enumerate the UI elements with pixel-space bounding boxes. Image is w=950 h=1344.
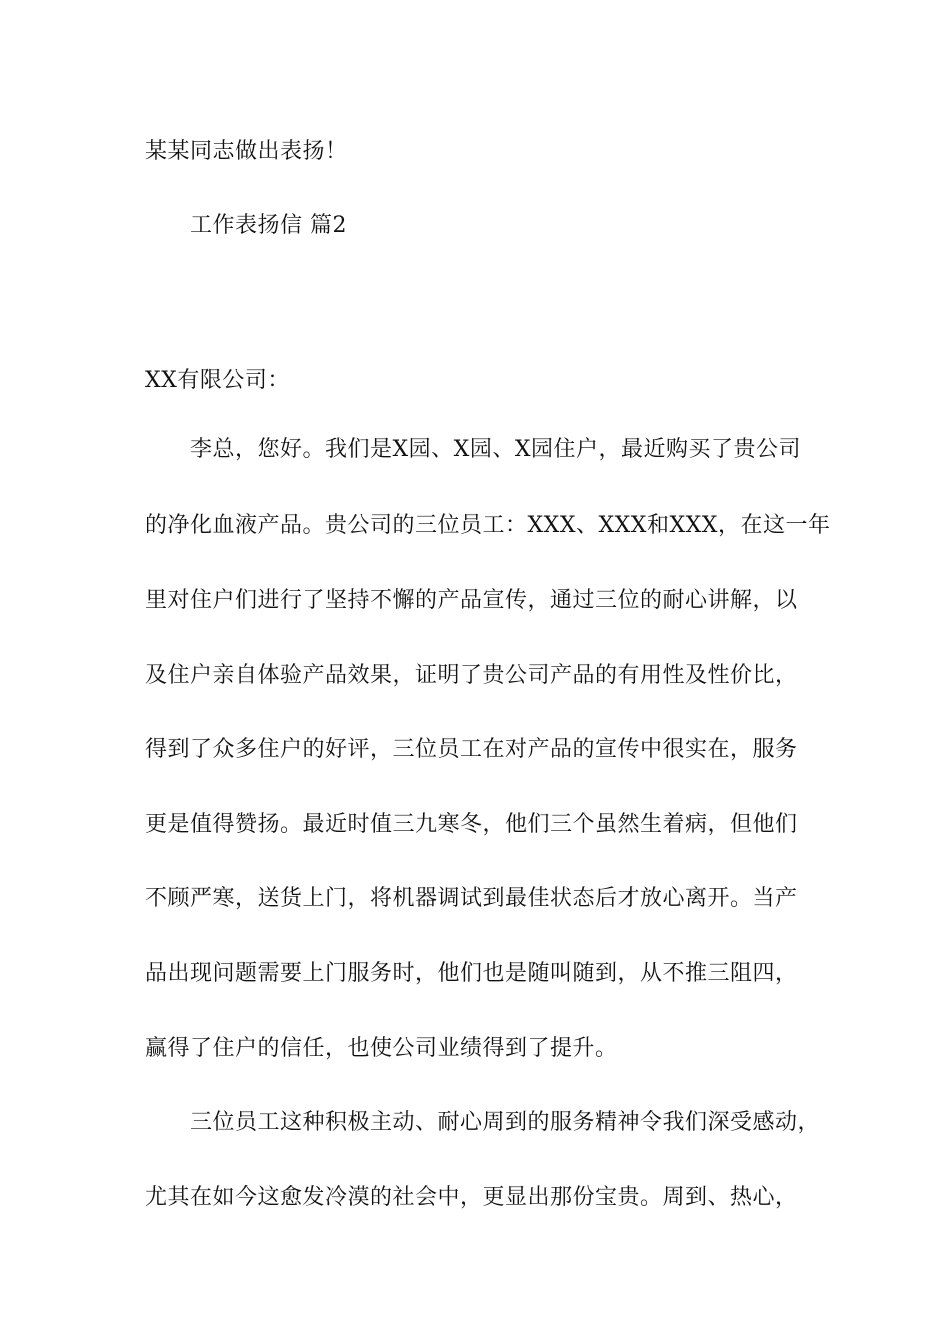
closing-line: 某某同志做出表扬！: [145, 139, 348, 164]
salutation: XX有限公司：: [145, 368, 290, 393]
paragraph-line: 及住户亲自体验产品效果，证明了贵公司产品的有用性及性价比，: [145, 663, 798, 688]
paragraph-line: 更是值得赞扬。最近时值三九寒冬，他们三个虽然生着病，但他们: [145, 812, 798, 837]
paragraph-line: 赢得了住户的信任，也使公司业绩得到了提升。: [145, 1036, 618, 1061]
section-heading: 工作表扬信 篇2: [190, 213, 347, 238]
paragraph-line: 三位员工这种积极主动、耐心周到的服务精神令我们深受感动，: [190, 1110, 821, 1135]
paragraph-line: 品出现问题需要上门服务时，他们也是随叫随到，从不推三阻四，: [145, 961, 798, 986]
paragraph-line: 不顾严寒，送货上门，将机器调试到最佳状态后才放心离开。当产: [145, 886, 798, 911]
paragraph-line: 尤其在如今这愈发冷漠的社会中，更显出那份宝贵。周到、热心，: [145, 1185, 798, 1210]
paragraph-line: 的净化血液产品。贵公司的三位员工：XXX、XXX和XXX，在这一年: [145, 513, 831, 538]
paragraph-line: 李总，您好。我们是X园、X园、X园住户，最近购买了贵公司: [190, 437, 801, 462]
paragraph-line: 得到了众多住户的好评，三位员工在对产品的宣传中很实在，服务: [145, 737, 798, 762]
paragraph-line: 里对住户们进行了坚持不懈的产品宣传，通过三位的耐心讲解，以: [145, 588, 798, 613]
